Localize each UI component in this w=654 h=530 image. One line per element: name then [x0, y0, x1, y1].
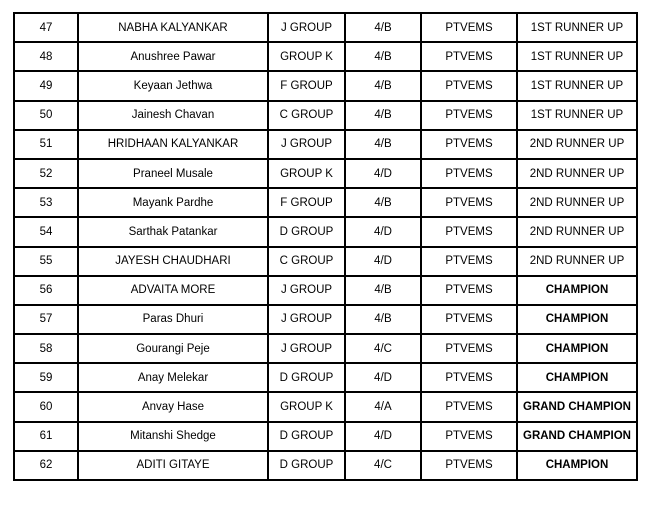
- student-name-cell: NABHA KALYANKAR: [78, 13, 268, 42]
- school-cell: PTVEMS: [421, 13, 517, 42]
- result-cell: 1ST RUNNER UP: [517, 42, 637, 71]
- table-row: [14, 130, 637, 159]
- group-cell: D GROUP: [268, 363, 345, 392]
- school-cell: PTVEMS: [421, 451, 517, 480]
- class-cell: 4/B: [345, 101, 421, 130]
- group-cell: J GROUP: [268, 334, 345, 363]
- school-cell: PTVEMS: [421, 247, 517, 276]
- result-cell: GRAND CHAMPION: [517, 422, 637, 451]
- group-cell: J GROUP: [268, 13, 345, 42]
- serial-number-cell: 59: [14, 363, 78, 392]
- result-cell: 2ND RUNNER UP: [517, 247, 637, 276]
- table-row: [14, 422, 637, 451]
- student-name-cell: Mitanshi Shedge: [78, 422, 268, 451]
- student-name-cell: Keyaan Jethwa: [78, 71, 268, 100]
- table-row: [14, 42, 637, 71]
- result-cell: CHAMPION: [517, 451, 637, 480]
- school-cell: PTVEMS: [421, 334, 517, 363]
- class-cell: 4/B: [345, 276, 421, 305]
- class-cell: 4/C: [345, 334, 421, 363]
- result-cell: CHAMPION: [517, 305, 637, 334]
- class-cell: 4/D: [345, 159, 421, 188]
- group-cell: F GROUP: [268, 188, 345, 217]
- school-cell: PTVEMS: [421, 217, 517, 246]
- student-name-cell: Anvay Hase: [78, 392, 268, 421]
- group-cell: C GROUP: [268, 101, 345, 130]
- serial-number-cell: 54: [14, 217, 78, 246]
- student-name-cell: Praneel Musale: [78, 159, 268, 188]
- student-name-cell: ADVAITA MORE: [78, 276, 268, 305]
- school-cell: PTVEMS: [421, 130, 517, 159]
- serial-number-cell: 58: [14, 334, 78, 363]
- table-row: [14, 276, 637, 305]
- group-cell: GROUP K: [268, 392, 345, 421]
- result-cell: 1ST RUNNER UP: [517, 71, 637, 100]
- table-row: [14, 71, 637, 100]
- table-row: [14, 334, 637, 363]
- class-cell: 4/C: [345, 451, 421, 480]
- class-cell: 4/B: [345, 188, 421, 217]
- table-row: [14, 101, 637, 130]
- student-name-cell: JAYESH CHAUDHARI: [78, 247, 268, 276]
- serial-number-cell: 56: [14, 276, 78, 305]
- table-row: [14, 305, 637, 334]
- class-cell: 4/B: [345, 13, 421, 42]
- serial-number-cell: 57: [14, 305, 78, 334]
- student-name-cell: HRIDHAAN KALYANKAR: [78, 130, 268, 159]
- group-cell: D GROUP: [268, 217, 345, 246]
- table-row: [14, 217, 637, 246]
- result-cell: 2ND RUNNER UP: [517, 159, 637, 188]
- result-cell: CHAMPION: [517, 334, 637, 363]
- school-cell: PTVEMS: [421, 305, 517, 334]
- class-cell: 4/B: [345, 130, 421, 159]
- group-cell: J GROUP: [268, 130, 345, 159]
- group-cell: D GROUP: [268, 422, 345, 451]
- student-name-cell: Mayank Pardhe: [78, 188, 268, 217]
- class-cell: 4/A: [345, 392, 421, 421]
- result-cell: 2ND RUNNER UP: [517, 130, 637, 159]
- class-cell: 4/D: [345, 247, 421, 276]
- serial-number-cell: 52: [14, 159, 78, 188]
- group-cell: C GROUP: [268, 247, 345, 276]
- student-name-cell: Paras Dhuri: [78, 305, 268, 334]
- class-cell: 4/B: [345, 42, 421, 71]
- serial-number-cell: 61: [14, 422, 78, 451]
- school-cell: PTVEMS: [421, 276, 517, 305]
- result-cell: GRAND CHAMPION: [517, 392, 637, 421]
- serial-number-cell: 47: [14, 13, 78, 42]
- results-table-body: [14, 13, 637, 480]
- table-row: [14, 363, 637, 392]
- school-cell: PTVEMS: [421, 71, 517, 100]
- serial-number-cell: 48: [14, 42, 78, 71]
- group-cell: D GROUP: [268, 451, 345, 480]
- student-name-cell: Anushree Pawar: [78, 42, 268, 71]
- school-cell: PTVEMS: [421, 392, 517, 421]
- student-name-cell: Anay Melekar: [78, 363, 268, 392]
- class-cell: 4/B: [345, 71, 421, 100]
- serial-number-cell: 50: [14, 101, 78, 130]
- serial-number-cell: 62: [14, 451, 78, 480]
- school-cell: PTVEMS: [421, 363, 517, 392]
- results-table: [13, 12, 638, 481]
- table-row: [14, 451, 637, 480]
- serial-number-cell: 51: [14, 130, 78, 159]
- school-cell: PTVEMS: [421, 159, 517, 188]
- student-name-cell: Gourangi Peje: [78, 334, 268, 363]
- result-cell: 1ST RUNNER UP: [517, 13, 637, 42]
- student-name-cell: Sarthak Patankar: [78, 217, 268, 246]
- class-cell: 4/B: [345, 305, 421, 334]
- class-cell: 4/D: [345, 422, 421, 451]
- table-row: [14, 188, 637, 217]
- table-row: [14, 13, 637, 42]
- table-row: [14, 159, 637, 188]
- table-row: [14, 247, 637, 276]
- class-cell: 4/D: [345, 217, 421, 246]
- serial-number-cell: 49: [14, 71, 78, 100]
- result-cell: CHAMPION: [517, 276, 637, 305]
- school-cell: PTVEMS: [421, 42, 517, 71]
- serial-number-cell: 55: [14, 247, 78, 276]
- school-cell: PTVEMS: [421, 188, 517, 217]
- group-cell: J GROUP: [268, 305, 345, 334]
- group-cell: F GROUP: [268, 71, 345, 100]
- group-cell: GROUP K: [268, 159, 345, 188]
- result-cell: CHAMPION: [517, 363, 637, 392]
- serial-number-cell: 53: [14, 188, 78, 217]
- result-cell: 2ND RUNNER UP: [517, 217, 637, 246]
- group-cell: J GROUP: [268, 276, 345, 305]
- school-cell: PTVEMS: [421, 101, 517, 130]
- table-row: [14, 392, 637, 421]
- class-cell: 4/D: [345, 363, 421, 392]
- student-name-cell: Jainesh Chavan: [78, 101, 268, 130]
- school-cell: PTVEMS: [421, 422, 517, 451]
- result-cell: 2ND RUNNER UP: [517, 188, 637, 217]
- student-name-cell: ADITI GITAYE: [78, 451, 268, 480]
- group-cell: GROUP K: [268, 42, 345, 71]
- result-cell: 1ST RUNNER UP: [517, 101, 637, 130]
- serial-number-cell: 60: [14, 392, 78, 421]
